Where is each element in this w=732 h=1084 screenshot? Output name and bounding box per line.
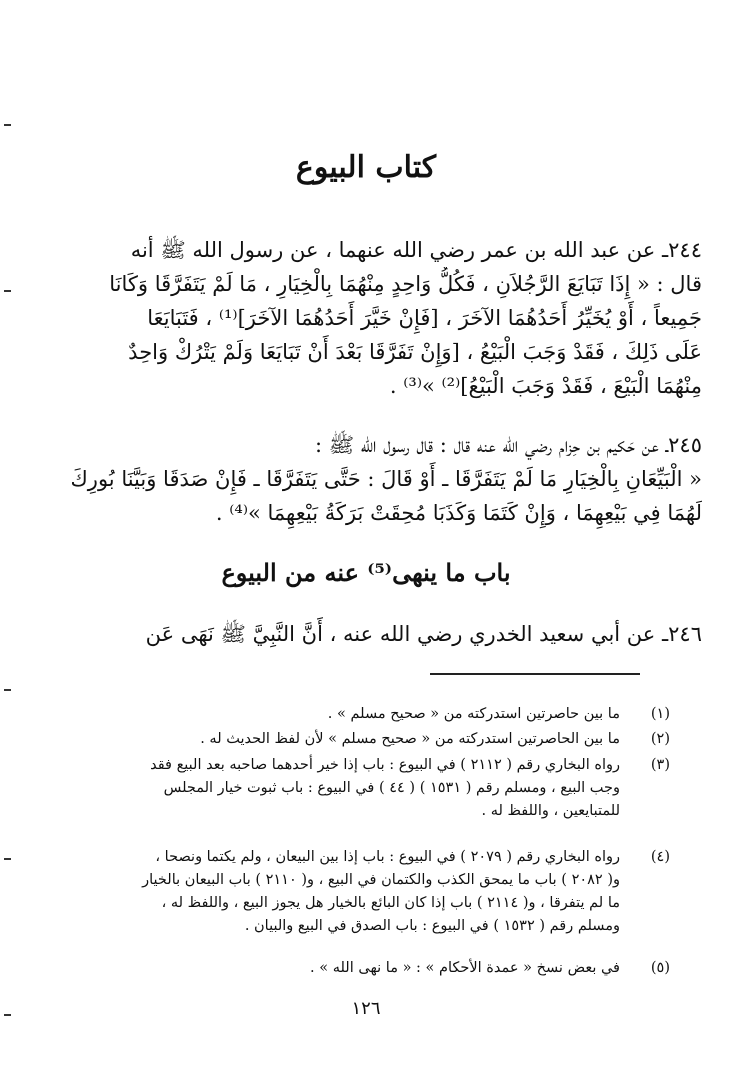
footnote-text: رواه البخاري رقم ( ٢٠٧٩ ) في البيوع : باب إذا بين البيعان ، ولم يكتما ونصحا ، <box>155 849 620 865</box>
scan-edge-mark <box>4 858 11 860</box>
footnote-1 <box>70 703 670 726</box>
footnote-text: ما لم يتفرقا ، و( ٢١١٤ ) باب إذا كان البائع بالخيار هل يجوز البيع ، واللفظ له ، <box>161 895 620 911</box>
page-number: ١٢٦ <box>351 998 381 1019</box>
scan-edge-mark <box>4 689 11 691</box>
footnote-text: وجب البيع ، ومسلم رقم ( ١٥٣١ ) ( ٤٤ ) في البيوع : باب ثبوت خيار المجلس <box>163 780 620 796</box>
scan-edge-mark <box>4 290 11 292</box>
footnote-number: (٥) <box>650 960 670 976</box>
hadith-line: ٢٤٥ـ عن حَكيم بن حِزام رضي الله عنه قال : قال رسول الله ﷺ : <box>314 433 702 457</box>
footnote-text: ما بين حاصرتين استدركته من « صحيح مسلم » . <box>327 706 620 722</box>
hadith-line: ٢٤٤ـ عن عبد الله بن عمر رضي الله عنهما ، عن رسول الله ﷺ أنه <box>130 238 702 262</box>
hadith-line: قال : « إِذَا تَبَايَعَ الرَّجُلاَنِ ، فَكُلُّ وَاحِدٍ مِنْهُمَا بِالْخِيَارِ ، مَا لَمْ يَتَفَرَّقَا وَكَانَا <box>109 272 702 296</box>
hadith-line: « الْبَيِّعَانِ بِالْخِيَارِ مَا لَمْ يَتَفَرَّقَا ـ أَوْ قَالَ : حَتَّى يَتَفَرَّقَا ـ فَإِنْ صَدَقَا وَبَيَّنَا بُورِكَ <box>70 467 702 491</box>
footnote-number: (٢) <box>650 731 670 747</box>
book-title: كتاب البيوع <box>295 150 437 185</box>
footnote-text: و( ٢٠٨٢ ) باب ما يمحق الكذب والكتمان في البيع ، و( ٢١١٠ ) باب البيعان بالخيار <box>142 872 620 888</box>
hadith-246 <box>66 617 702 651</box>
hadith-line: مِنْهُمَا الْبَيْعَ ، فَقَدْ وَجَبَ الْبَيْعُ]⁽²⁾ »⁽³⁾ . <box>389 374 702 398</box>
footnote-4 <box>70 846 670 938</box>
footnote-text: ومسلم رقم ( ١٥٣٢ ) في البيوع : باب الصدق في البيع والبيان . <box>244 918 620 934</box>
footnote-text: ما بين الحاصرتين استدركته من « صحيح مسلم » لأن لفظ الحديث له . <box>200 731 620 747</box>
footnote-5 <box>70 957 670 980</box>
hadith-245 <box>66 428 702 530</box>
hadith-line: لَهُمَا فِي بَيْعِهِمَا ، وَإِنْ كَتَمَا وَكَذَبَا مُحِقَتْ بَرَكَةُ بَيْعِهِمَا »⁽⁴⁾ . <box>215 501 702 525</box>
footnote-number: (٣) <box>650 757 670 773</box>
chapter-heading: باب ما ينهى⁽⁵⁾ عنه من البيوع <box>221 558 511 587</box>
footnote-text: للمتبايعين ، واللفظ له . <box>481 803 620 819</box>
hadith-line: جَمِيعاً ، أَوْ يُخَيِّرُ أَحَدُهُمَا الآخَرَ ، [فَإِنْ خَيَّرَ أَحَدُهُمَا الآخَرَ]⁽¹⁾ ، فَتَبَايَعَا <box>147 306 702 330</box>
footnote-divider <box>430 673 640 675</box>
footnote-number: (٤) <box>650 849 670 865</box>
scan-edge-mark <box>4 124 11 126</box>
footnote-3 <box>70 754 670 823</box>
hadith-line: ٢٤٦ـ عن أبي سعيد الخدري رضي الله عنه ، أَنَّ النَّبِيَّ ﷺ نَهَى عَن <box>145 622 702 646</box>
footnote-text: في بعض نسخ « عمدة الأحكام » : « ما نهى الله » . <box>310 960 620 976</box>
hadith-244 <box>66 233 702 403</box>
footnote-text: رواه البخاري رقم ( ٢١١٢ ) في البيوع : باب إذا خير أحدهما صاحبه بعد البيع فقد <box>150 757 620 773</box>
footnote-2 <box>70 728 670 751</box>
footnote-number: (١) <box>650 706 670 722</box>
hadith-line: عَلَى ذَلِكَ ، فَقَدْ وَجَبَ الْبَيْعُ ، [وَإِنْ تَفَرَّقَا بَعْدَ أَنْ تَبَايَعَا وَلَمْ يَتْرُكْ وَاحِدٌ <box>128 340 702 364</box>
